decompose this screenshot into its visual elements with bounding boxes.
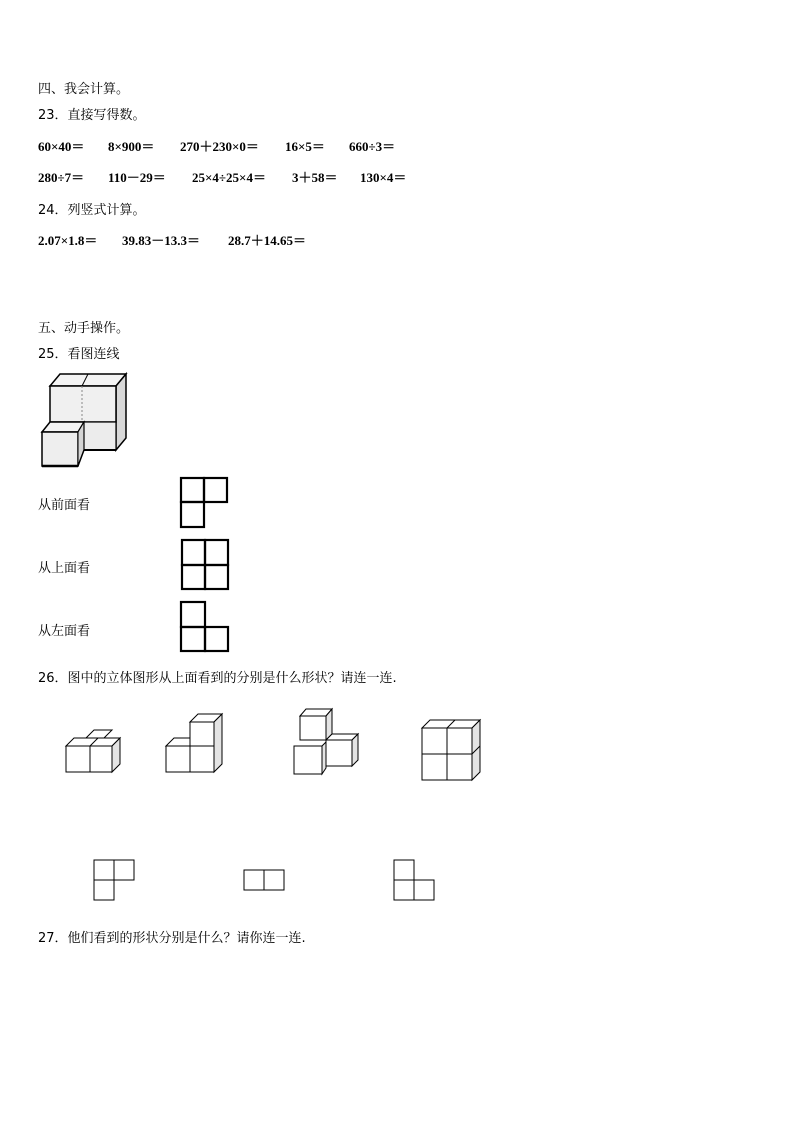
view-label-front: 从前面看 bbox=[38, 498, 91, 513]
question-25-title: 25．看图连线 bbox=[38, 347, 120, 362]
question-24-title: 24．列竖式计算。 bbox=[38, 203, 146, 218]
view-shape-c bbox=[180, 600, 232, 654]
cube-figure-2 bbox=[164, 712, 230, 776]
question-26-title: 26．图中的立体图形从上面看到的分别是什么形状？请连一连. bbox=[38, 671, 397, 686]
calc-item: 25×4÷25×4＝ bbox=[192, 170, 266, 185]
view-label-left: 从左面看 bbox=[38, 624, 91, 639]
top-view-shape-2 bbox=[243, 869, 287, 893]
calc-item: 3＋58＝ bbox=[292, 170, 338, 185]
top-view-shape-3 bbox=[393, 859, 437, 903]
calc-item: 130×4＝ bbox=[360, 170, 407, 185]
view-shape-a bbox=[180, 477, 230, 529]
cube-figure-3 bbox=[290, 706, 362, 778]
section-5-heading: 五、动手操作。 bbox=[38, 321, 130, 336]
top-view-shape-1 bbox=[93, 859, 137, 903]
solid-figure-q25 bbox=[38, 370, 133, 468]
calc-item: 16×5＝ bbox=[285, 139, 325, 154]
calc-item: 110－29＝ bbox=[108, 170, 166, 185]
calc-item: 280÷7＝ bbox=[38, 170, 85, 185]
calc-item: 39.83－13.3＝ bbox=[122, 233, 201, 248]
calc-item: 8×900＝ bbox=[108, 139, 155, 154]
calc-item: 270＋230×0＝ bbox=[180, 139, 259, 154]
question-23-title: 23．直接写得数。 bbox=[38, 108, 146, 123]
calc-item: 2.07×1.8＝ bbox=[38, 233, 98, 248]
cube-figure-1 bbox=[62, 726, 128, 774]
cube-figure-4 bbox=[420, 718, 484, 784]
question-27-title: 27．他们看到的形状分别是什么？请你连一连. bbox=[38, 931, 306, 946]
calc-item: 60×40＝ bbox=[38, 139, 85, 154]
section-4-heading: 四、我会计算。 bbox=[38, 82, 130, 97]
calc-item: 660÷3＝ bbox=[349, 139, 396, 154]
view-shape-b bbox=[180, 538, 232, 592]
view-label-top: 从上面看 bbox=[38, 561, 91, 576]
calc-item: 28.7＋14.65＝ bbox=[228, 233, 307, 248]
